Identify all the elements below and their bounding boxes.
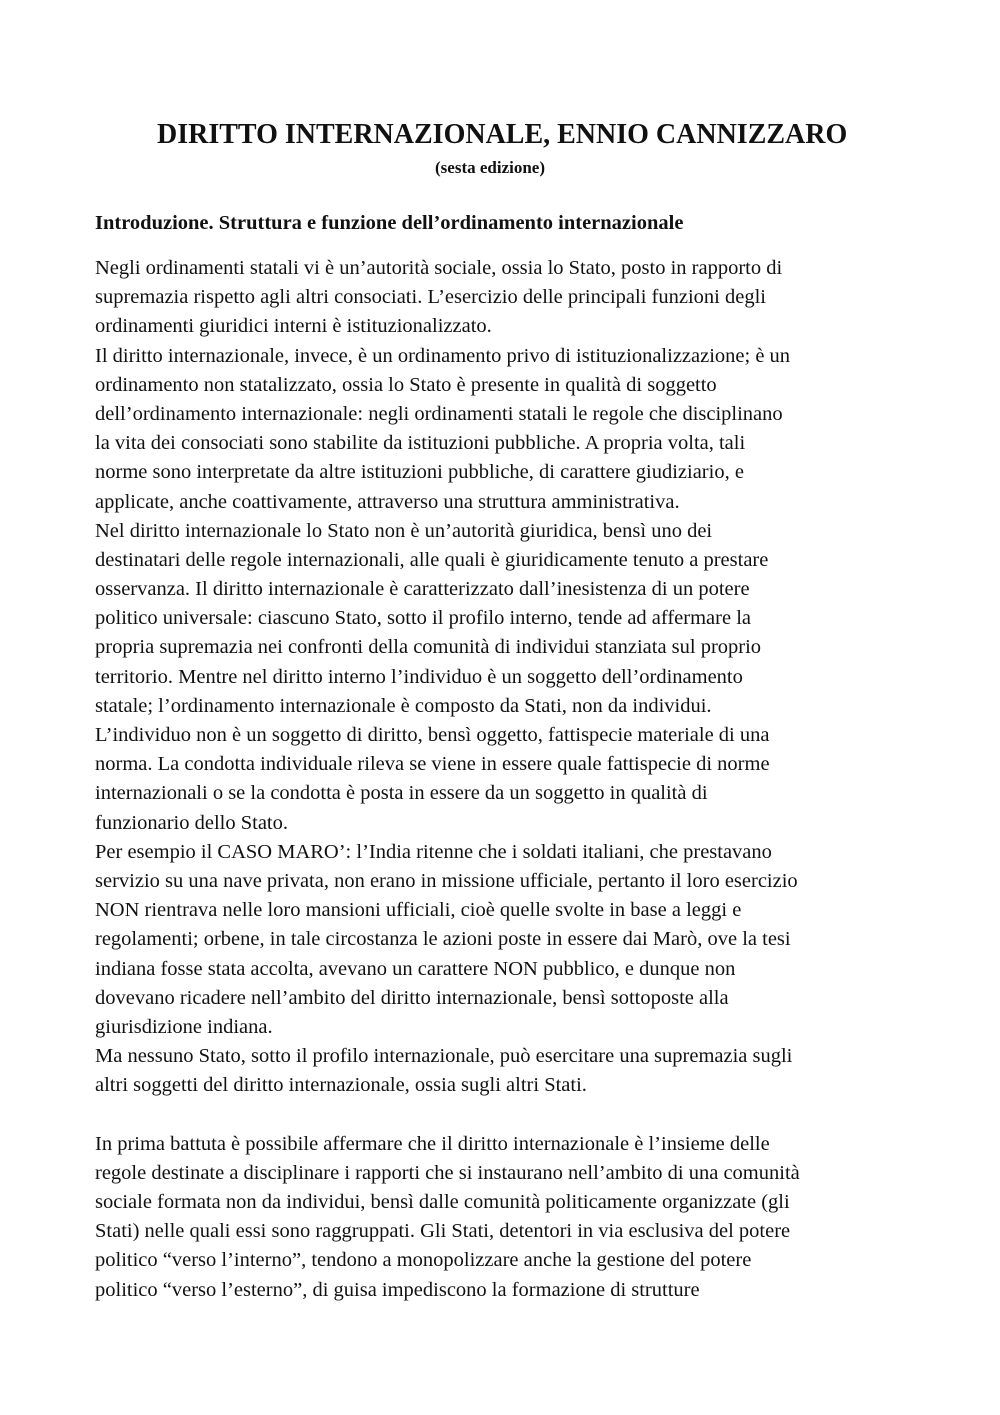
text-line: politico “verso l’esterno”, di guisa impediscono la formazione di strutture [95,1278,700,1301]
text-line: regolamenti; orbene, in tale circostanza le azioni poste in essere dai Marò, ove la tesi [95,928,791,951]
text-line: Per esempio il CASO MARO’: l’India ritenne che i soldati italiani, che prestavano [95,840,772,863]
body-text [95,254,915,1305]
text-line: destinatari delle regole internazionali, alle quali è giuridicamente tenuto a prestare [95,548,769,571]
text-line: L’individuo non è un soggetto di diritto, bensì oggetto, fattispecie materiale di una [95,724,770,746]
text-line: NON rientrava nelle loro mansioni ufficiali, cioè quelle svolte in base a leggi e [95,899,742,922]
text-line: politico universale: ciascuno Stato, sotto il profilo interno, tende ad affermare la [95,607,751,630]
paragraph-break [95,1100,915,1129]
text-line: dell’ordinamento internazionale: negli ordinamenti statali le regole che disciplinano [95,402,783,425]
text-line: statale; l’ordinamento internazionale è composto da Stati, non da individui. [95,694,712,717]
text-line: la vita dei consociati sono stabilite da istituzioni pubbliche. A propria volta, tali [95,432,746,455]
text-line: internazionali o se la condotta è posta in essere da un soggetto in qualità di [95,782,708,805]
text-line: indiana fosse stata accolta, avevano un carattere NON pubblico, e dunque non [95,957,736,980]
text-line: supremazia rispetto agli altri consociati. L’esercizio delle principali funzioni degli [95,286,766,309]
text-line: applicate, anche coattivamente, attraverso una struttura amministrativa. [95,490,680,513]
section-heading: Introduzione. Struttura e funzione dell’ordinamento internazionale [95,212,684,234]
text-line: dovevano ricadere nell’ambito del diritto internazionale, bensì sottoposte alla [95,986,729,1009]
text-line: ordinamenti giuridici interni è istituzionalizzato. [95,315,492,338]
text-line: Ma nessuno Stato, sotto il profilo internazionale, può esercitare una supremazia sugli [95,1045,793,1068]
text-line: osservanza. Il diritto internazionale è caratterizzato dall’inesistenza di un potere [95,578,750,601]
text-line: servizio su una nave privata, non erano in missione ufficiale, pertanto il loro esercizio [95,869,798,892]
text-line: norma. La condotta individuale rileva se viene in essere quale fattispecie di norme [95,753,770,776]
text-line: funzionario dello Stato. [95,811,288,834]
text-line: giurisdizione indiana. [95,1015,273,1038]
text-line: Negli ordinamenti statali vi è un’autorità sociale, ossia lo Stato, posto in rapporto di [95,257,783,279]
text-line: sociale formata non da individui, bensì dalle comunità politicamente organizzate (gli [95,1191,790,1213]
text-line: territorio. Mentre nel diritto interno l’individuo è un soggetto dell’ordinamento [95,665,743,688]
text-line: norme sono interpretate da altre istituzioni pubbliche, di carattere giudiziario, e [95,461,744,484]
text-line: Il diritto internazionale, invece, è un ordinamento privo di istituzionalizzazione; è un [95,344,791,367]
document-subtitle: (sesta edizione) [435,158,546,177]
text-line: politico “verso l’interno”, tendono a monopolizzare anche la gestione del potere [95,1249,752,1272]
text-line: ordinamento non statalizzato, ossia lo Stato è presente in qualità di soggetto [95,373,717,396]
text-line: altri soggetti del diritto internazionale, ossia sugli altri Stati. [95,1074,587,1097]
text-line: propria supremazia nei confronti della comunità di individui stanziata sul proprio [95,636,762,659]
text-line: Nel diritto internazionale lo Stato non è un’autorità giuridica, bensì uno dei [95,519,713,542]
text-line: regole destinate a disciplinare i rapporti che si instaurano nell’ambito di una comunità [95,1161,800,1184]
text-line: In prima battuta è possibile affermare che il diritto internazionale è l’insieme delle [95,1132,770,1155]
document-title: DIRITTO INTERNAZIONALE, ENNIO CANNIZZARO [157,119,848,150]
text-line: Stati) nelle quali essi sono raggruppati. Gli Stati, detentori in via esclusiva del potere [95,1220,791,1243]
